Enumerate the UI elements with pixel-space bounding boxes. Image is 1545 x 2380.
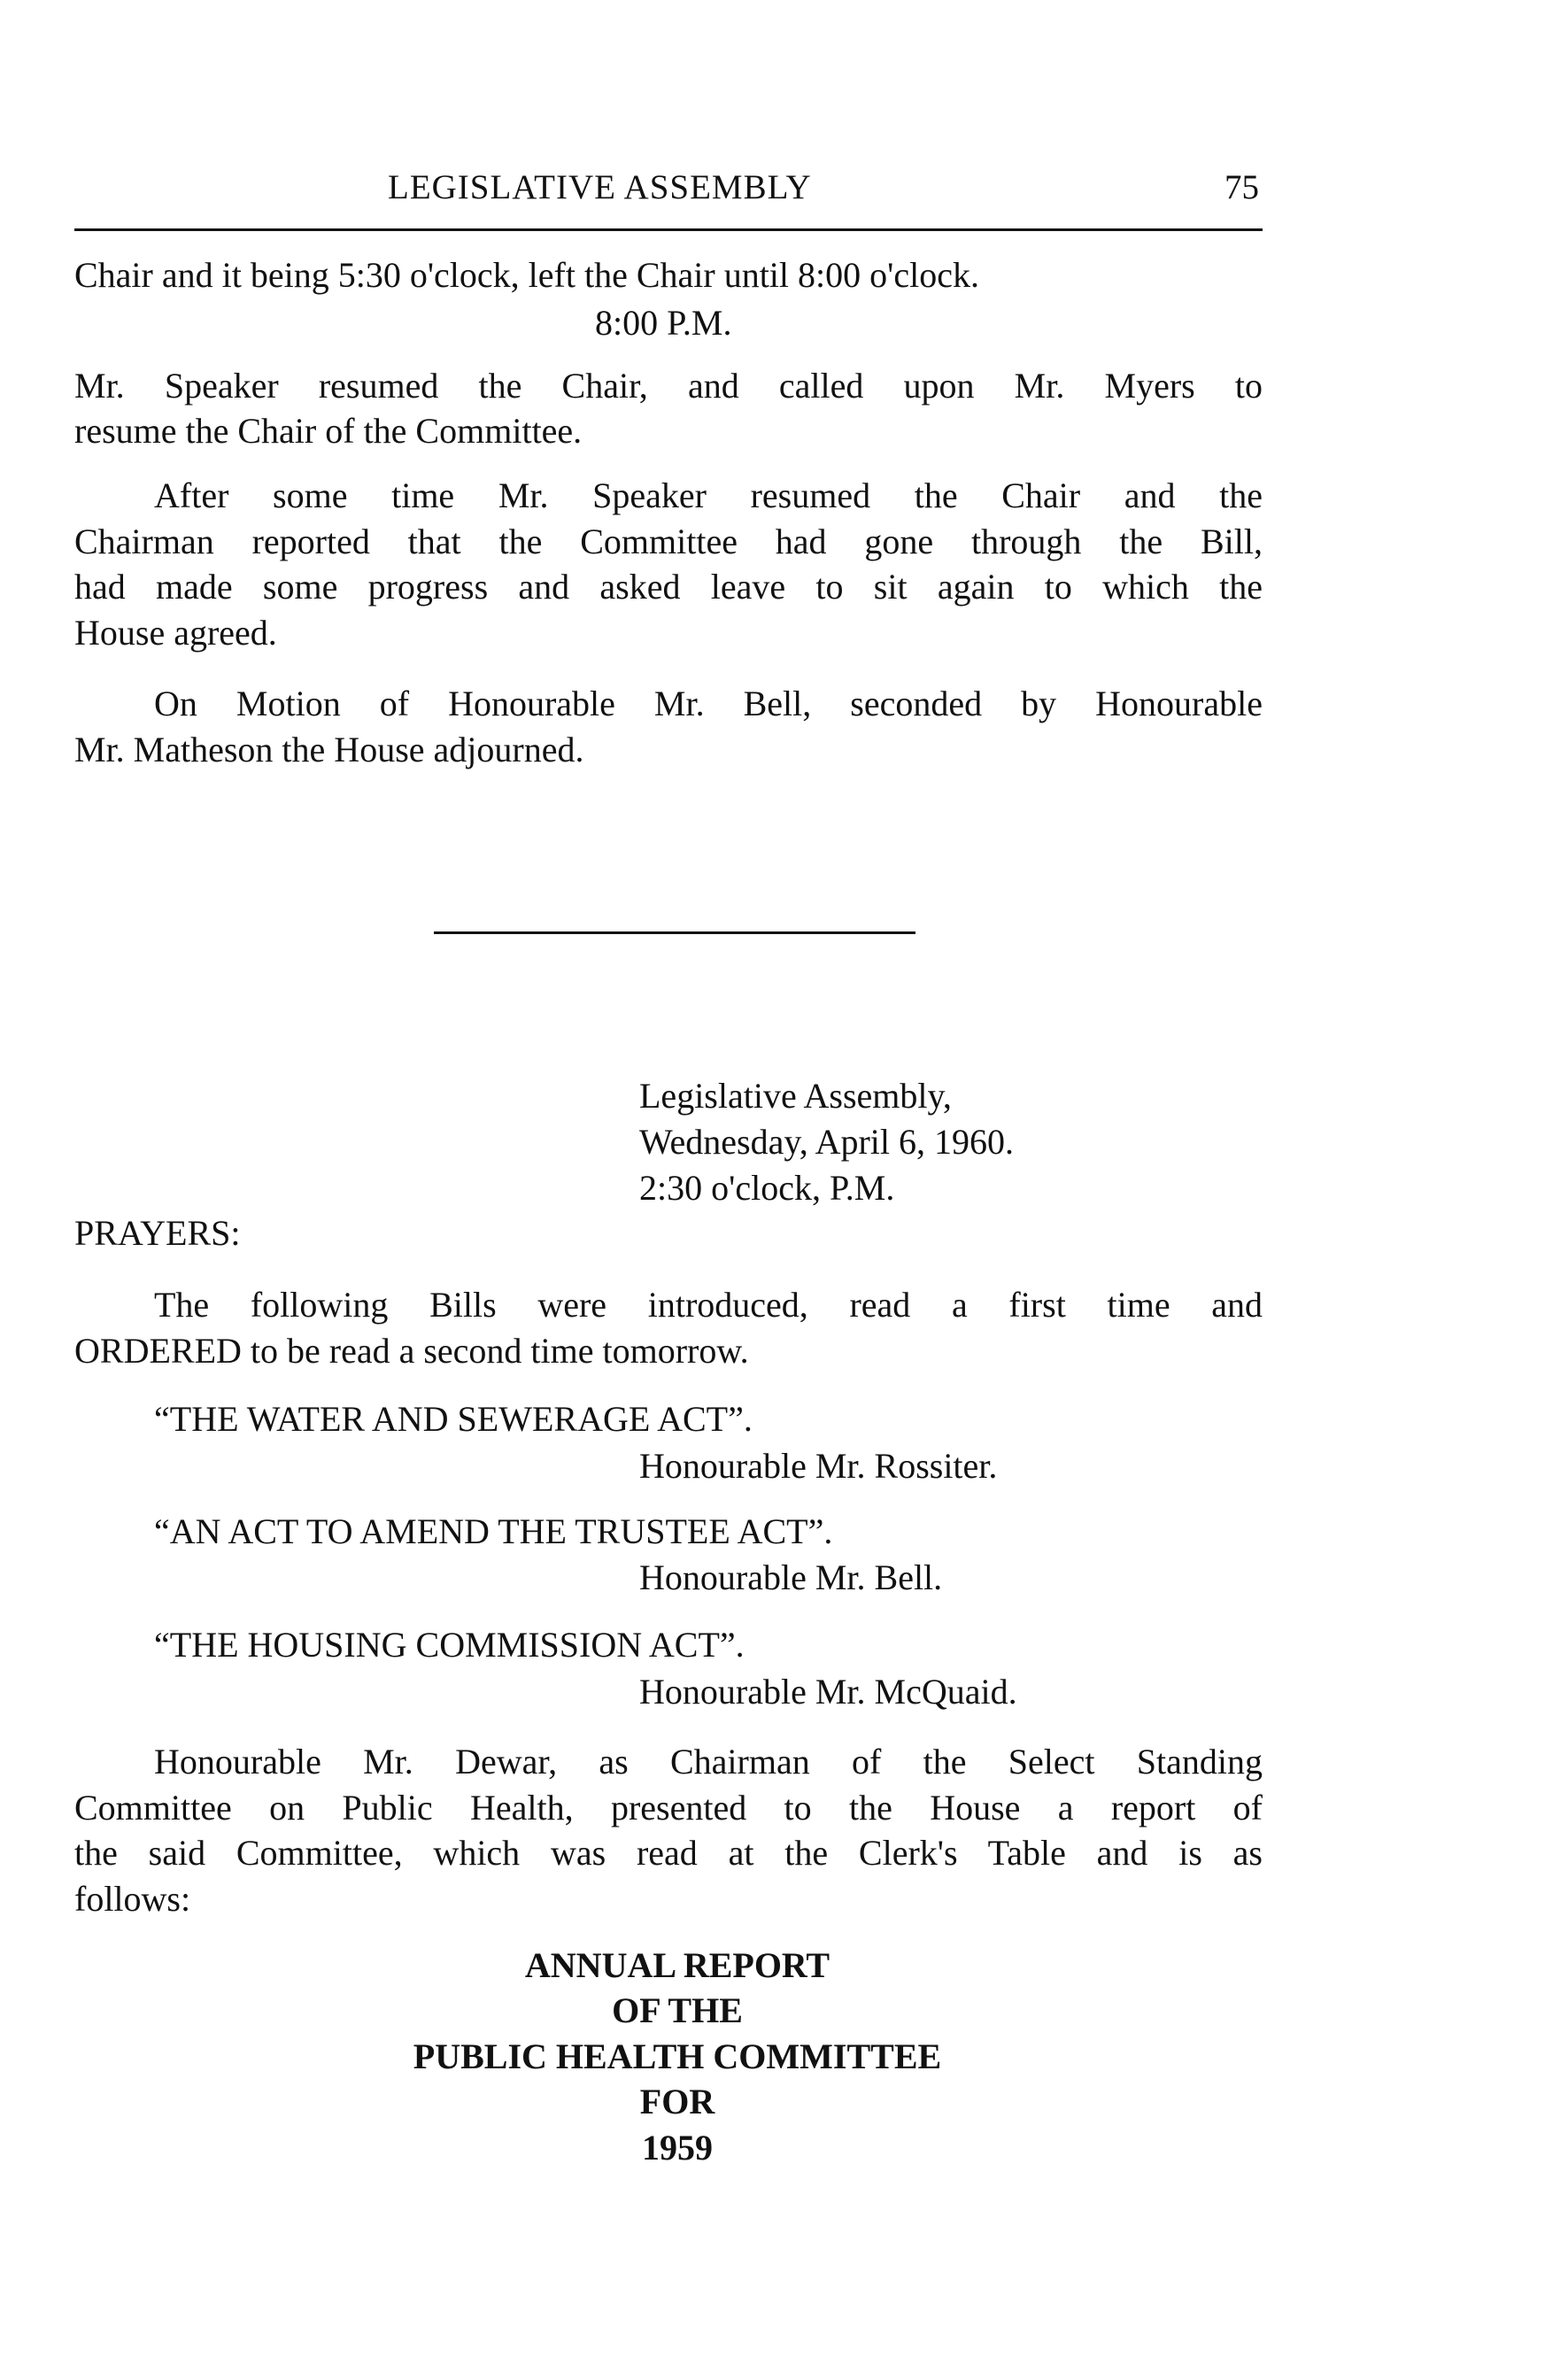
running-header-title: LEGISLATIVE ASSEMBLY [388,168,812,206]
paragraph-line: House agreed. [74,613,277,653]
dateline-time: 2:30 o'clock, P.M. [639,1168,895,1208]
paragraph-line: the said Committee, which was read at the Clerk's Table and is as [74,1833,1263,1873]
paragraph-line: had made some progress and asked leave to sit again to which the [74,567,1263,607]
paragraph-line: After some time Mr. Speaker resumed the Chair and the [154,475,1263,515]
paragraph-line: ORDERED to be read a second time tomorrow. [74,1331,749,1371]
paragraph-line: The following Bills were introduced, read a first time and [154,1285,1263,1325]
page-number: 75 [1224,168,1259,206]
paragraph-line: Chairman reported that the Committee had gone through the Bill, [74,522,1263,561]
paragraph-line: follows: [74,1879,191,1919]
paragraph-line: Mr. Speaker resumed the Chair, and called upon Mr. Myers to [74,366,1263,406]
report-heading-line: ANNUAL REPORT [524,1945,830,1985]
paragraph-line: resume the Chair of the Committee. [74,411,583,451]
bill-mover: Honourable Mr. Rossiter. [639,1446,998,1486]
bill-mover: Honourable Mr. Bell. [639,1557,943,1597]
bill-title: “AN ACT TO AMEND THE TRUSTEE ACT”. [154,1511,833,1551]
report-heading-line: PUBLIC HEALTH COMMITTEE [413,2036,942,2076]
evening-time: 8:00 P.M. [595,303,732,343]
paragraph-line: Honourable Mr. Dewar, as Chairman of the Select Standing [154,1742,1263,1781]
paragraph-line: On Motion of Honourable Mr. Bell, seconded by Honourable [154,684,1263,723]
report-heading-line: FOR [639,2082,715,2121]
dateline-place: Legislative Assembly, [639,1076,952,1116]
bill-mover: Honourable Mr. McQuaid. [639,1672,1017,1712]
paragraph-line: Committee on Public Health, presented to the House a report of [74,1788,1263,1828]
report-heading-line: 1959 [642,2128,713,2168]
report-heading-line: OF THE [612,1990,743,2030]
header-rule [74,228,1263,231]
bill-title: “THE WATER AND SEWERAGE ACT”. [154,1399,753,1439]
dateline-date: Wednesday, April 6, 1960. [639,1122,1015,1162]
continued-line: Chair and it being 5:30 o'clock, left the Chair until 8:00 o'clock. [74,255,979,295]
section-divider [434,931,915,934]
paragraph-line: Mr. Matheson the House adjourned. [74,730,584,769]
bill-title: “THE HOUSING COMMISSION ACT”. [154,1625,745,1665]
prayers-label: PRAYERS: [74,1213,241,1253]
